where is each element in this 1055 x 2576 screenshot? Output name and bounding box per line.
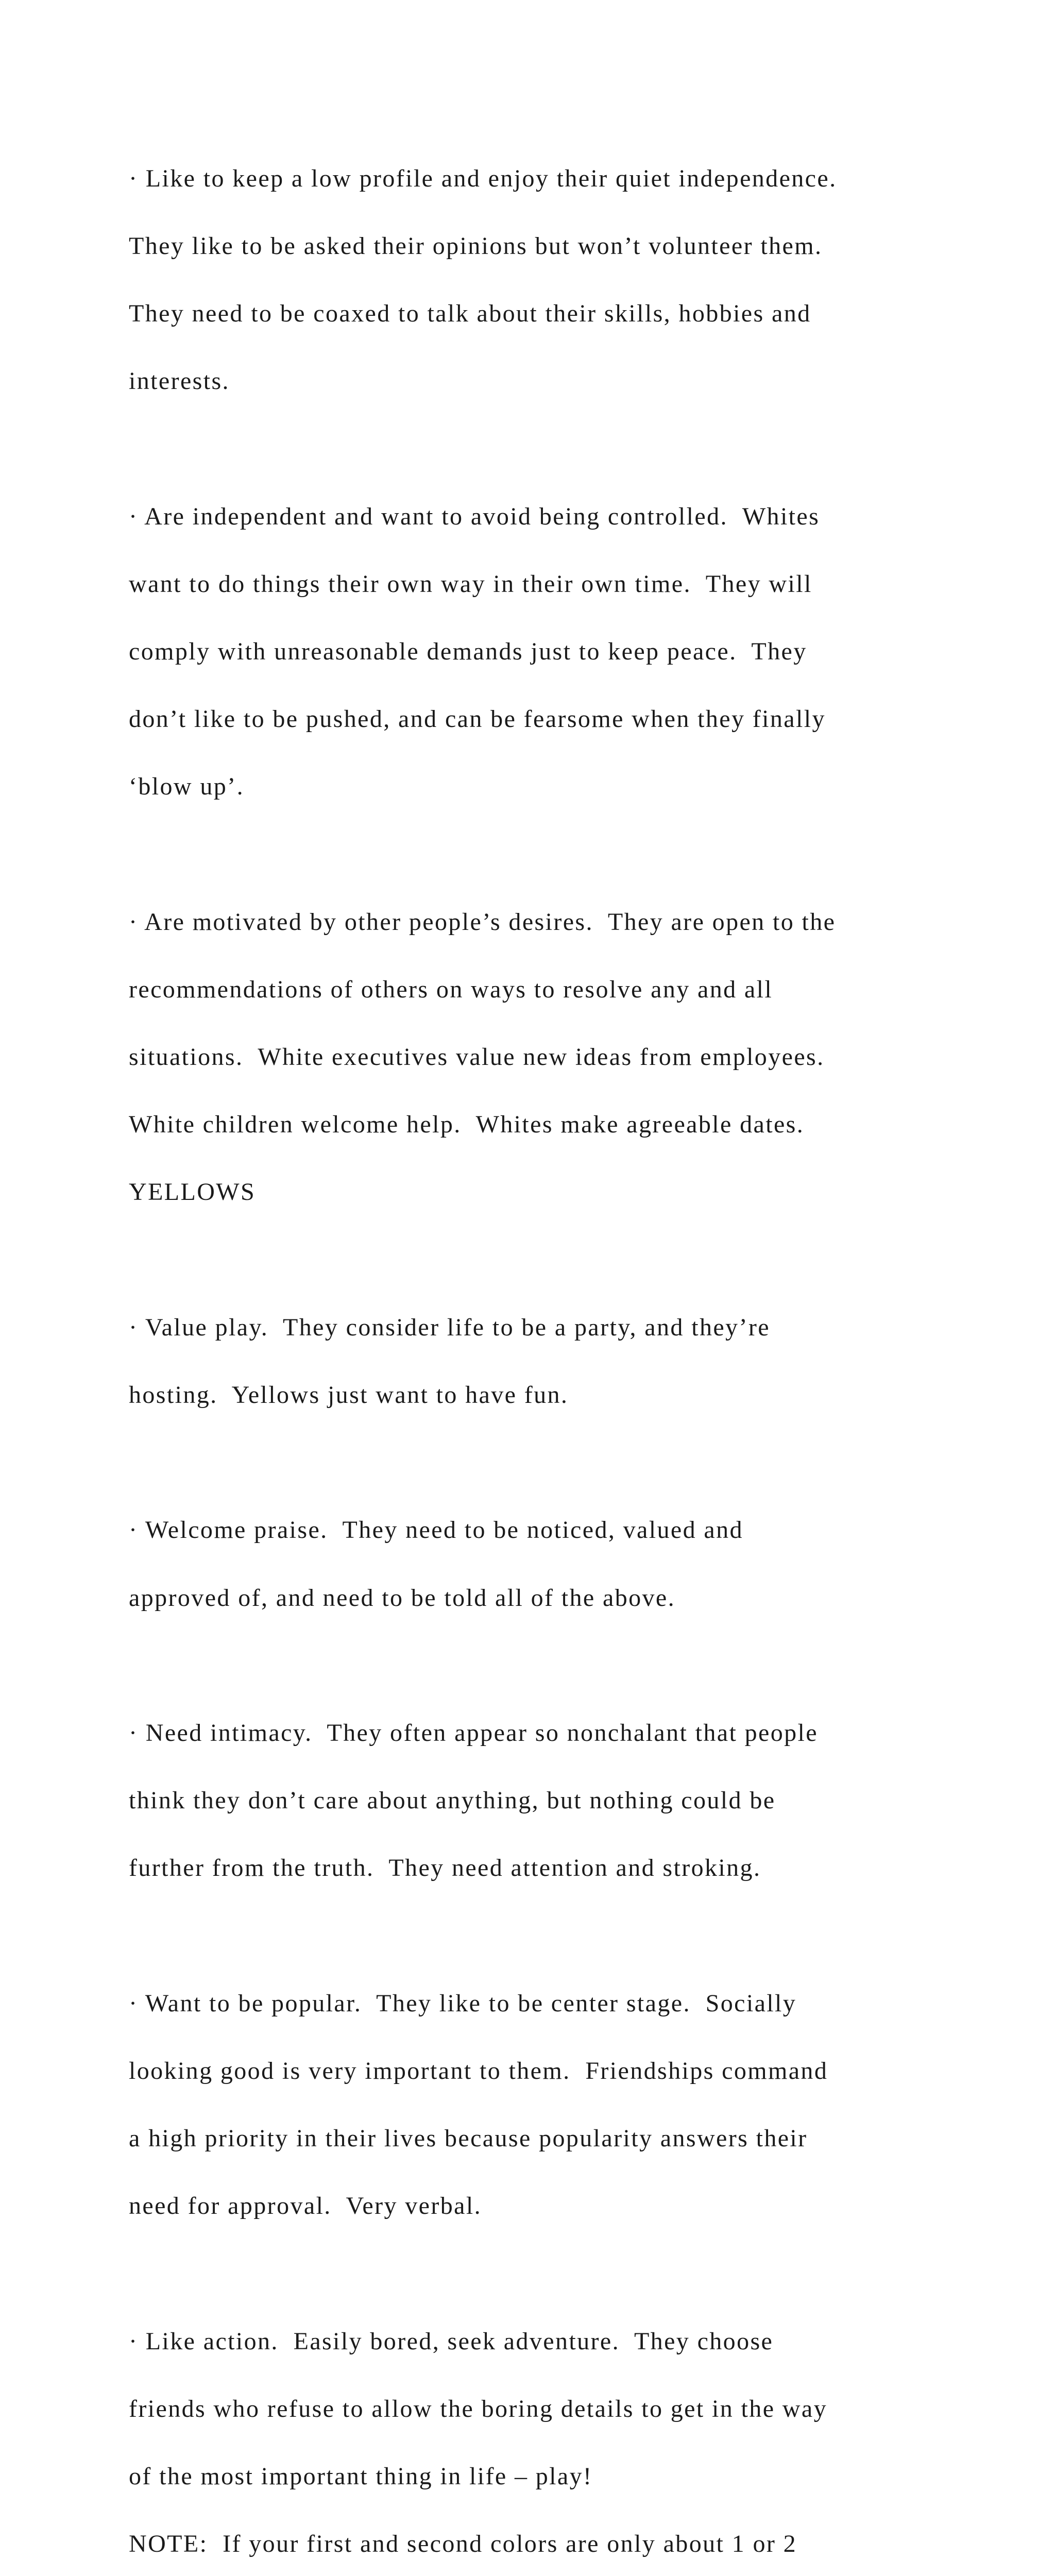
text-line: don’t like to be pushed, and can be fearsome when they finally: [129, 705, 826, 733]
text-line: want to do things their own way in their own time. They will: [129, 570, 812, 598]
text-line: · Need intimacy. They often appear so nonchalant that people: [129, 1719, 818, 1747]
text-line: · Value play. They consider life to be a party, and they’re: [129, 1313, 770, 1341]
paragraph-whites-motivated: [129, 871, 979, 1243]
text-line: They need to be coaxed to talk about their skills, hobbies and: [129, 299, 811, 327]
text-line: comply with unreasonable demands just to keep peace. They: [129, 637, 807, 665]
text-line: a high priority in their lives because popularity answers their: [129, 2125, 808, 2153]
text-line: looking good is very important to them. Friendships command: [129, 2057, 828, 2084]
paragraph-yellows-action: [129, 2291, 979, 2576]
text-line: interests.: [129, 367, 230, 395]
text-line: hosting. Yellows just want to have fun.: [129, 1381, 569, 1409]
text-line: · Like action. Easily bored, seek adventure. They choose: [129, 2327, 774, 2355]
text-line: think they don’t care about anything, but nothing could be: [129, 1787, 776, 1815]
text-line: recommendations of others on ways to resolve any and all: [129, 975, 773, 1003]
text-line: situations. White executives value new ideas from employees.: [129, 1043, 825, 1071]
text-line: · Are motivated by other people’s desires. They are open to the: [129, 908, 836, 936]
text-line: need for approval. Very verbal.: [129, 2192, 482, 2220]
text-line: · Like to keep a low profile and enjoy their quiet independence.: [129, 164, 837, 192]
text-line: · Want to be popular. They like to be center stage. Socially: [129, 1989, 797, 2017]
text-line: ‘blow up’.: [129, 773, 244, 801]
paragraph-yellows-welcome-praise: [129, 1480, 979, 1649]
text-line: They like to be asked their opinions but won’t volunteer them.: [129, 232, 823, 260]
text-line: White children welcome help. Whites make agreeable dates.: [129, 1111, 805, 1139]
paragraph-yellows-popular: [129, 1953, 979, 2257]
text-line: · Welcome praise. They need to be noticed, valued and: [129, 1516, 743, 1544]
text-line: · Are independent and want to avoid being controlled. Whites: [129, 502, 820, 530]
paragraph-whites-low-profile: [129, 128, 979, 432]
note-line: NOTE: If your first and second colors are only about 1 or 2: [129, 2530, 797, 2558]
paragraph-whites-independent: [129, 466, 979, 838]
paragraph-yellows-value-play: [129, 1277, 979, 1446]
text-line: friends who refuse to allow the boring details to get in the way: [129, 2395, 827, 2422]
paragraph-yellows-need-intimacy: [129, 1682, 979, 1919]
text-line: approved of, and need to be told all of the above.: [129, 1584, 676, 1612]
text-line: of the most important thing in life – play!: [129, 2462, 593, 2490]
section-heading-yellows: YELLOWS: [129, 1178, 256, 1206]
text-line: further from the truth. They need attention and stroking.: [129, 1854, 761, 1882]
document-body: [129, 128, 979, 2576]
